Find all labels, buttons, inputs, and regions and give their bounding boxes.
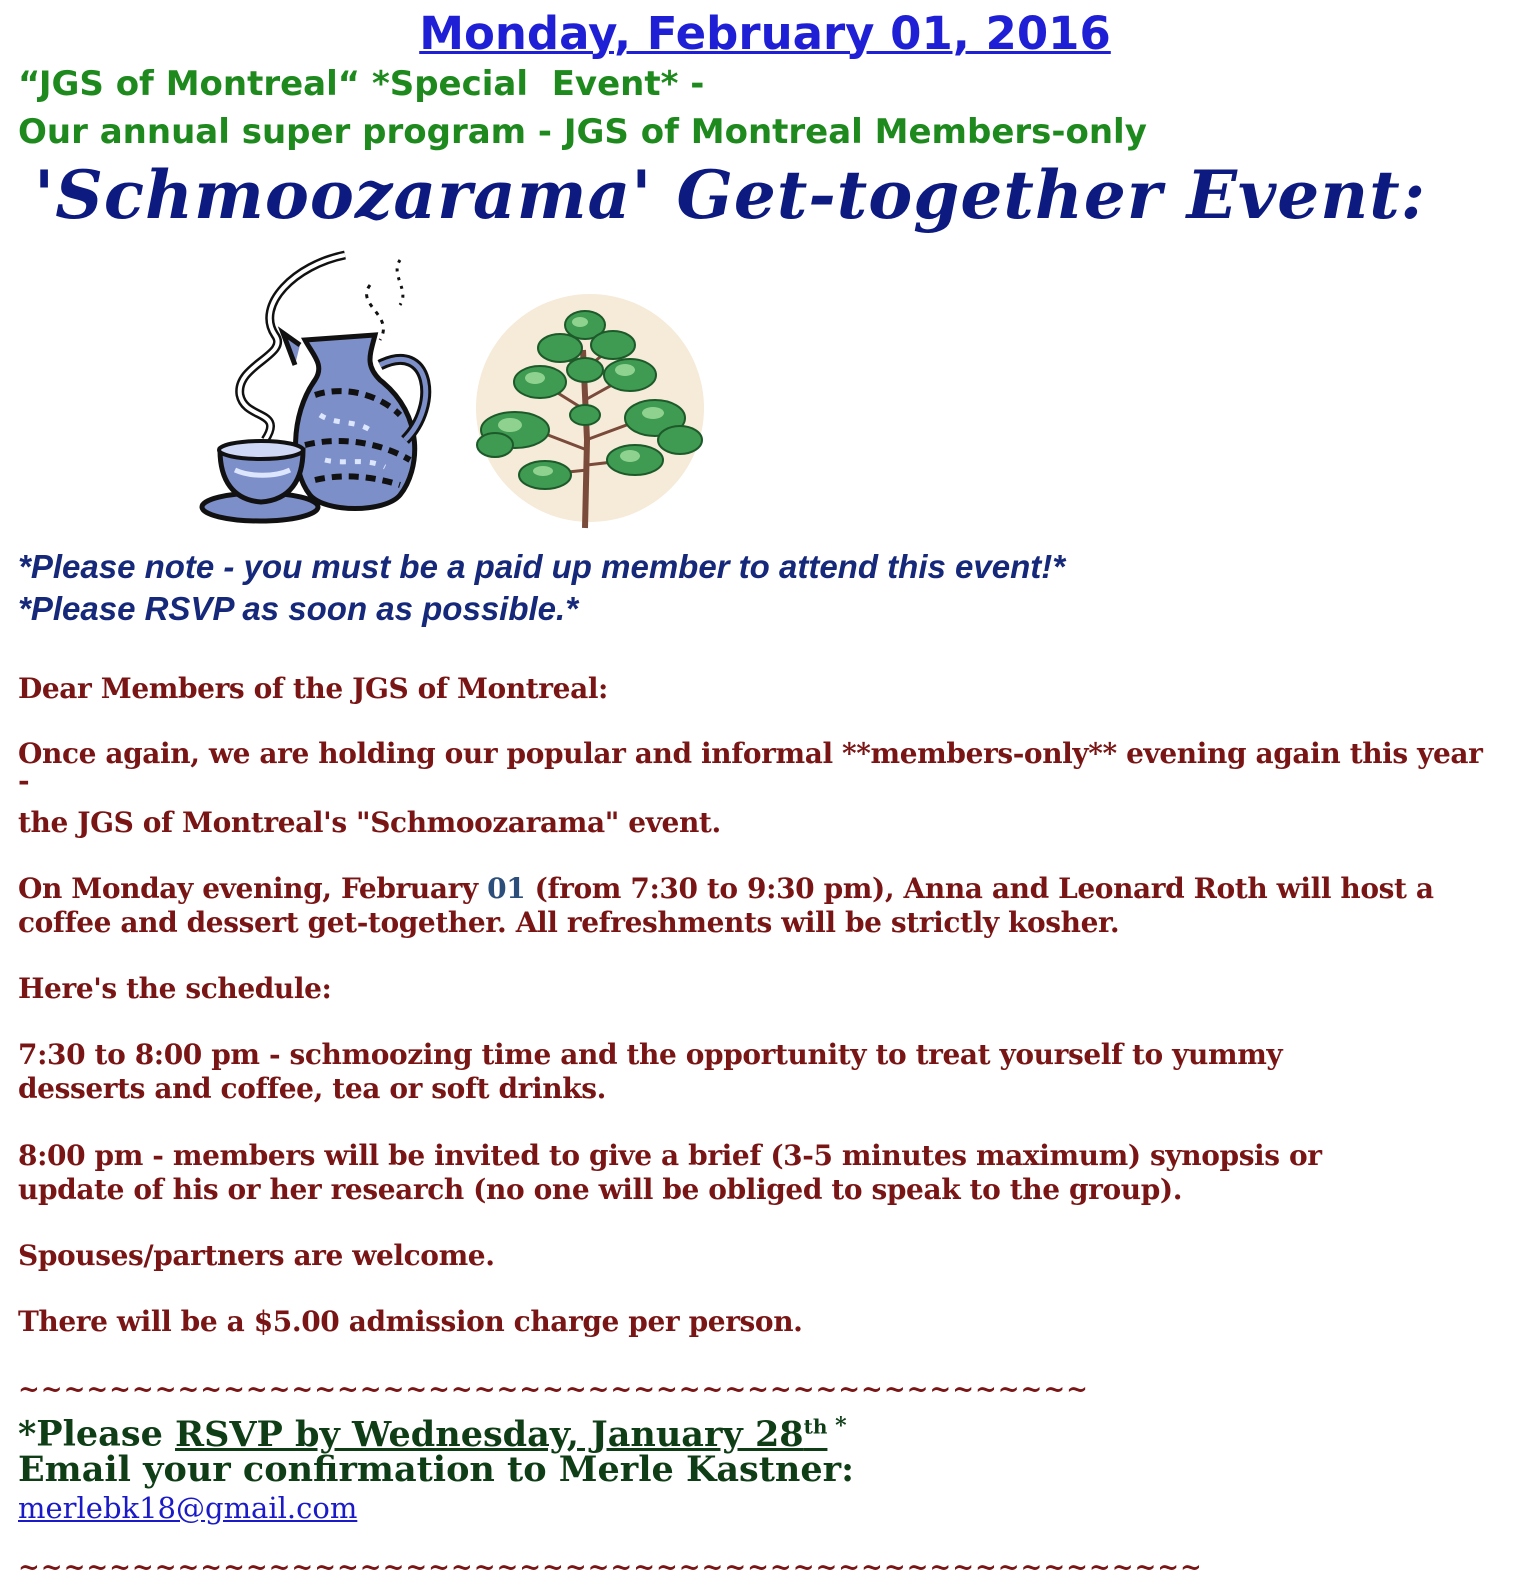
program-line: Our annual super program - JGS of Montreal Members-only: [18, 112, 1147, 152]
rsvp-date-text: RSVP by Wednesday, January 28: [175, 1413, 804, 1455]
rsvp-prefix: *Please: [18, 1413, 176, 1455]
paragraph-1-line-1: Once again, we are holding our popular and informal **members-only** evening again this year: [18, 737, 1483, 770]
schedule-heading: Here's the schedule:: [18, 972, 332, 1005]
special-event-line: “JGS of Montreal“ *Special Event* -: [18, 64, 705, 104]
paragraph-2-date-number: 01: [487, 872, 526, 905]
rsvp-date-suffix: th: [803, 1414, 828, 1438]
paragraph-2-line-2: coffee and dessert get-together. All refreshments will be strictly kosher.: [18, 906, 1120, 939]
paragraph-2-line-1: [18, 872, 1513, 906]
email-instruction: Email your confirmation to Merle Kastner:: [18, 1449, 855, 1490]
admission-note: There will be a $5.00 admission charge per person.: [18, 1305, 803, 1338]
paragraph-1-line-2: the JGS of Montreal's "Schmoozarama" event.: [18, 806, 721, 839]
spouses-note: Spouses/partners are welcome.: [18, 1239, 495, 1272]
paragraph-2-text-a: On Monday evening, February: [18, 872, 488, 905]
paragraph-2-text-b: (from 7:30 to 9:30 pm), Anna and Leonard Roth will host a: [525, 872, 1434, 905]
salutation: Dear Members of the JGS of Montreal:: [18, 672, 608, 705]
tree-icon: [465, 290, 715, 530]
schedule-item-1-line-1: 7:30 to 8:00 pm - schmoozing time and the opportunity to treat yourself to yummy: [18, 1038, 1283, 1071]
divider-top: ~~~~~~~~~~~~~~~~~~~~~~~~~~~~~~~~~~~~~~~~~~~~~~~: [18, 1375, 1089, 1405]
email-link[interactable]: merlebk18@gmail.com: [18, 1491, 358, 1525]
coffee-pot-icon: [195, 245, 445, 540]
schedule-item-2-line-1: 8:00 pm - members will be invited to give a brief (3-5 minutes maximum) synopsis or: [18, 1139, 1322, 1172]
member-note: *Please note - you must be a paid up member to attend this event!*: [18, 548, 1066, 585]
paragraph-1-dash: -: [18, 764, 30, 797]
event-date: Monday, February 01, 2016: [419, 7, 1111, 60]
rsvp-star: *: [827, 1413, 847, 1439]
schedule-item-2-line-2: update of his or her research (no one will be obliged to speak to the group).: [18, 1173, 1183, 1206]
event-title: 'Schmoozarama' Get-together Event:: [34, 156, 1427, 234]
divider-bottom: ~~~~~~~~~~~~~~~~~~~~~~~~~~~~~~~~~~~~~~~~~~~~~~~~~~~~: [18, 1553, 1203, 1583]
rsvp-note: *Please RSVP as soon as possible.*: [18, 590, 579, 627]
schedule-item-1-line-2: desserts and coffee, tea or soft drinks.: [18, 1072, 606, 1105]
